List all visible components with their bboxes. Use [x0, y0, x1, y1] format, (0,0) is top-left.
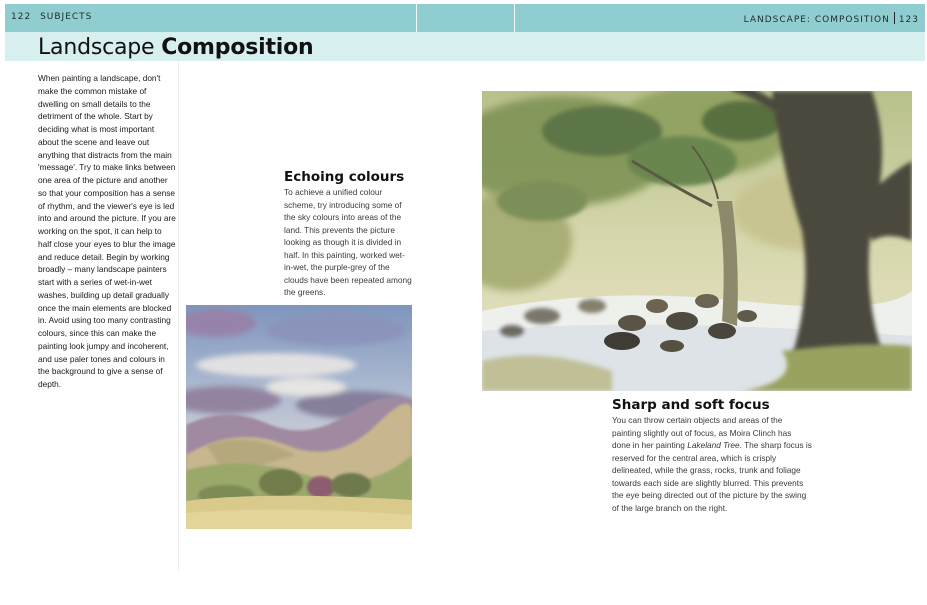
lakeland-tree-painting: [482, 91, 912, 391]
echoing-colours-heading: Echoing colours: [284, 169, 405, 185]
column-rule: [178, 62, 179, 570]
left-page-number: 122: [11, 12, 32, 22]
title-band: [5, 32, 925, 61]
echoing-colours-painting: [186, 305, 412, 529]
left-section-label: SUBJECTS: [40, 12, 93, 22]
painting-title-italic: Lakeland Tree: [687, 440, 740, 450]
right-folio: [744, 12, 919, 25]
left-folio: [11, 12, 92, 22]
running-header: [5, 4, 925, 32]
folio-separator: [894, 12, 895, 24]
page-title: [38, 35, 314, 60]
right-page-number: 123: [898, 15, 919, 25]
sharp-soft-focus-heading: Sharp and soft focus: [612, 397, 770, 413]
page-title-light: Landscape: [38, 35, 162, 60]
right-section-label: LANDSCAPE: COMPOSITION: [743, 15, 890, 25]
sharp-body-part-2: . The sharp focus is reserved for the central area, which is crisply delineated, while the grass, rocks, trunk and foliage towards each side are slightly blurred. This prevents the eye being directed out of the picture by the swing of the large branch on the right.: [612, 440, 812, 513]
echoing-colours-body: To achieve a unified colour scheme, try introducing some of the sky colours into areas of the land. This prevents the picture looking as though it is divided in half. In this painting, worked wet-in-wet, the purple-grey of the clouds have been repeated among the greens.: [284, 187, 412, 297]
page-title-bold: Composition: [161, 35, 314, 60]
sharp-soft-focus-body: [612, 414, 812, 514]
sharp-body-part-1: You can throw certain objects and areas of the painting slightly out of focus, as Moira Clinch has done in her painting: [612, 415, 792, 450]
header-divider: [514, 4, 515, 32]
intro-paragraph: When painting a landscape, don't make the common mistake of dwelling on small details to the detriment of the whole. Start by deciding what is most important about the scene and leave out anything that distracts from the main 'message'. Try to make links between one area of the picture and another so that your composition has a sense of rhythm, and the viewer's eye is led into and around the picture. If you are working on the spot, it can help to half close your eyes to blur the image and reduce detail. Begin by working broadly – many landscape painters start with a series of wet-in-wet washes, building up detail gradually once the main elements are blocked in. Avoid using too many contrasting colours, since this can make the painting look jumpy and incoherent, and use paler tones and colours in the background to give a sense of depth.: [38, 73, 176, 389]
header-divider: [416, 4, 417, 32]
